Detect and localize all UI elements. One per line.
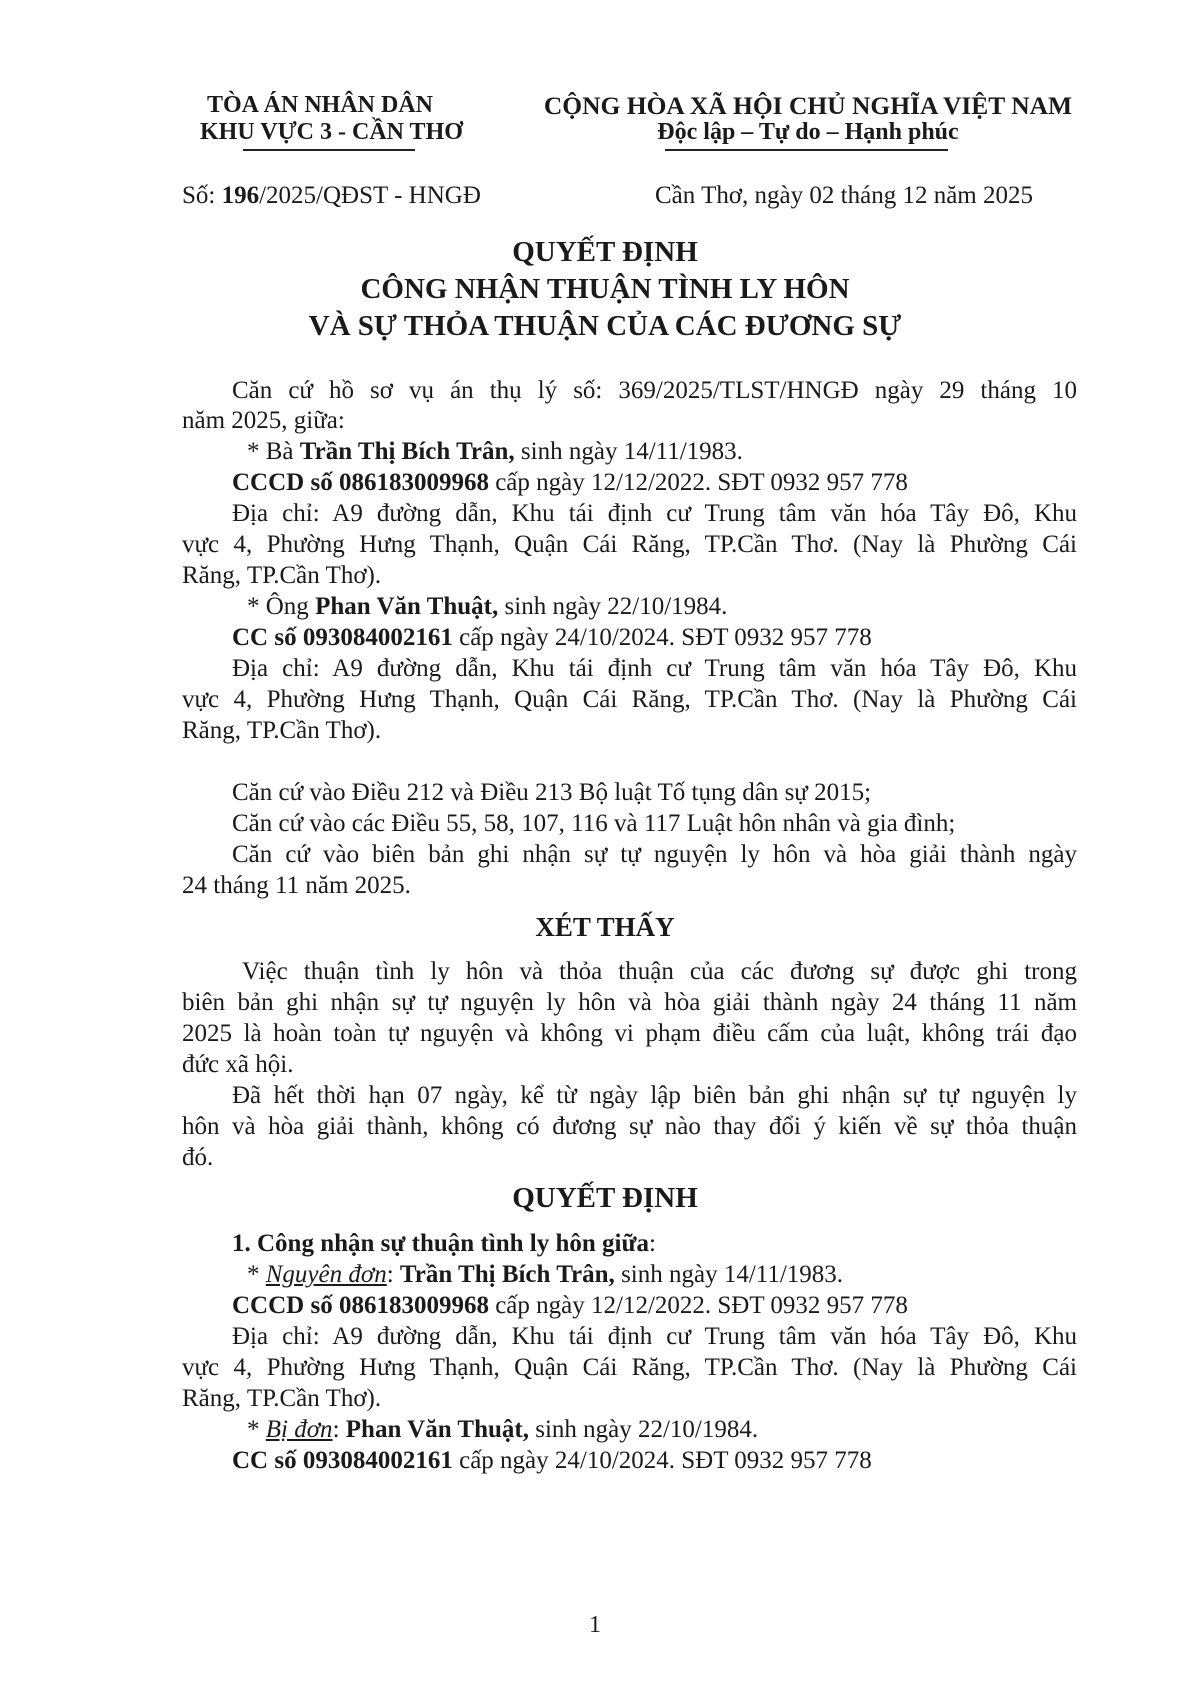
plaintiff-line: * Nguyên đơn: Trần Thị Bích Trân, sinh ngày 14/11/1983. [247,1261,844,1288]
page-number: 1 [589,1612,601,1638]
plaintiff-address-3: Răng, TP.Cần Thơ). [182,1385,382,1412]
decision-item-1: 1. Công nhận sự thuận tình ly hôn giữa: [232,1230,656,1257]
party2-address-3: Răng, TP.Cần Thơ). [182,717,382,744]
plaintiff-id-line: CCCD số 086183009968 cấp ngày 12/12/2022. SĐT 0932 957 778 [232,1292,908,1319]
court-region: KHU VỰC 3 - CẦN THƠ [200,119,463,145]
findings-p2-line-2: hôn và hòa giải thành, không có đương sự nào thay đổi ý kiến về sự thỏa thuận [182,1113,1077,1140]
place-date: Cần Thơ, ngày 02 tháng 12 năm 2025 [655,182,1033,209]
basis-line-3: Căn cứ vào biên bản ghi nhận sự tự nguyện ly hôn và hòa giải thành ngày [232,841,1077,868]
party2-address-2: vực 4, Phường Hưng Thạnh, Quận Cái Răng, TP.Cần Thơ. (Nay là Phường Cái [182,686,1077,713]
decision-number: Số: 196/2025/QĐST - HNGĐ [182,182,481,209]
findings-p1-line-2: biên bản ghi nhận sự tự nguyện ly hôn và hòa giải thành ngày 24 tháng 11 năm [182,989,1077,1016]
plaintiff-address-1: Địa chỉ: A9 đường dẫn, Khu tái định cư Trung tâm văn hóa Tây Đô, Khu [232,1323,1077,1350]
party2-id-line: CC số 093084002161 cấp ngày 24/10/2024. SĐT 0932 957 778 [232,624,872,651]
party2-address-1: Địa chỉ: A9 đường dẫn, Khu tái định cư Trung tâm văn hóa Tây Đô, Khu [232,655,1077,682]
findings-p1-line-3: 2025 là hoàn toàn tự nguyện và không vi phạm điều cấm của luật, không trái đạo [182,1020,1077,1047]
party1-id-line: CCCD số 086183009968 cấp ngày 12/12/2022. SĐT 0932 957 778 [232,469,908,496]
court-underline [243,149,415,151]
basis-line-2: Căn cứ vào các Điều 55, 58, 107, 116 và 117 Luật hôn nhân và gia đình; [232,810,956,837]
party1-address-2: vực 4, Phường Hưng Thạnh, Quận Cái Răng, TP.Cần Thơ. (Nay là Phường Cái [182,531,1077,558]
basis-line-4: 24 tháng 11 năm 2025. [182,872,411,899]
party1-address-1: Địa chỉ: A9 đường dẫn, Khu tái định cư Trung tâm văn hóa Tây Đô, Khu [232,500,1077,527]
defendant-id-line: CC số 093084002161 cấp ngày 24/10/2024. SĐT 0932 957 778 [232,1447,872,1474]
court-name: TÒA ÁN NHÂN DÂN [206,92,433,118]
defendant-line: * Bị đơn: Phan Văn Thuật, sinh ngày 22/10/1984. [247,1416,759,1443]
motto-underline [665,149,948,151]
country-name: CỘNG HÒA XÃ HỘI CHỦ NGHĨA VIỆT NAM [543,91,1073,120]
case-line-1: Căn cứ hồ sơ vụ án thụ lý số: 369/2025/TLST/HNGĐ ngày 29 tháng 10 [232,377,1077,404]
findings-p1-line-4: đức xã hội. [182,1051,294,1078]
doc-subtitle-2: VÀ SỰ THỎA THUẬN CỦA CÁC ĐƯƠNG SỰ [308,310,902,342]
party1-address-3: Răng, TP.Cần Thơ). [182,562,382,589]
findings-p2-line-1: Đã hết thời hạn 07 ngày, kể từ ngày lập biên bản ghi nhận sự tự nguyện ly [232,1082,1077,1109]
plaintiff-address-2: vực 4, Phường Hưng Thạnh, Quận Cái Răng, TP.Cần Thơ. (Nay là Phường Cái [182,1354,1077,1381]
decision-heading: QUYẾT ĐỊNH [512,1182,698,1214]
doc-title: QUYẾT ĐỊNH [512,236,698,268]
findings-heading: XÉT THẤY [535,912,675,942]
case-line-2: năm 2025, giữa: [182,407,345,434]
party2-name-line: * Ông Phan Văn Thuật, sinh ngày 22/10/1984. [247,593,728,620]
findings-p2-line-3: đó. [182,1144,214,1171]
findings-p1-line-1: Việc thuận tình ly hôn và thỏa thuận của các đương sự được ghi trong [242,958,1077,985]
national-motto: Độc lập – Tự do – Hạnh phúc [657,119,959,145]
party1-name-line: * Bà Trần Thị Bích Trân, sinh ngày 14/11/1983. [247,438,743,465]
basis-line-1: Căn cứ vào Điều 212 và Điều 213 Bộ luật Tố tụng dân sự 2015; [232,779,872,806]
doc-subtitle-1: CÔNG NHẬN THUẬN TÌNH LY HÔN [360,273,850,305]
